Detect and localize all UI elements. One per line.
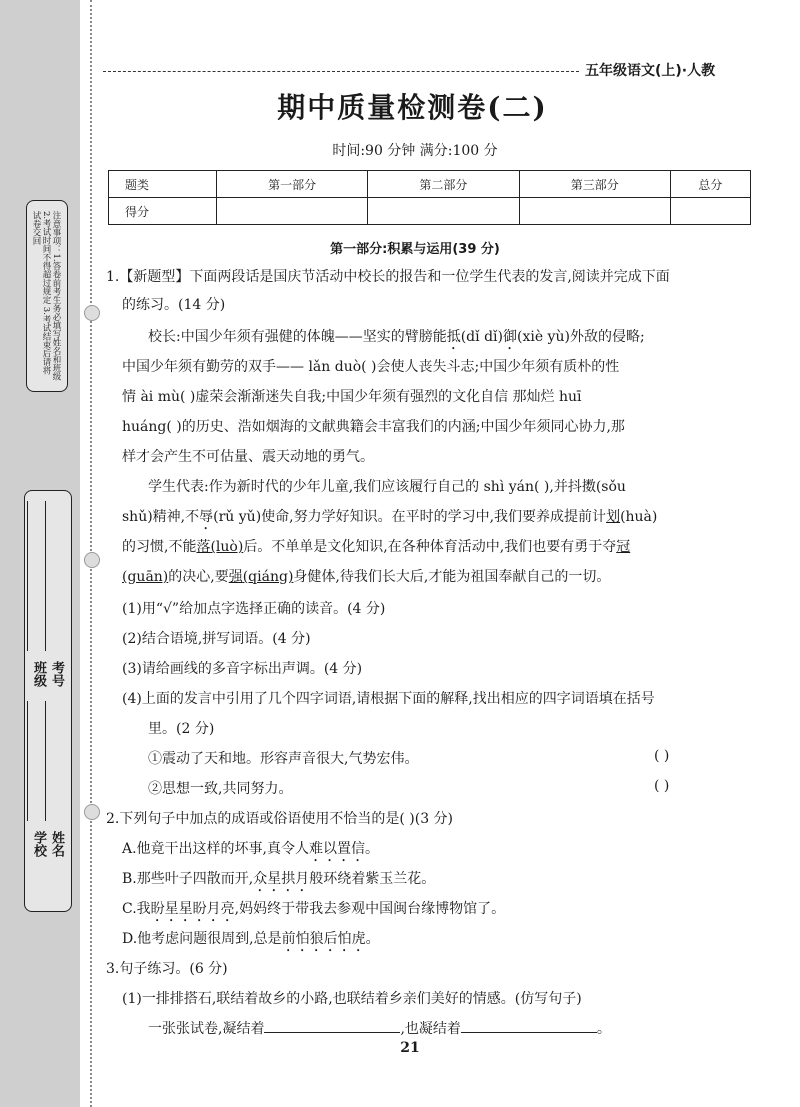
underlined-char: 落 [196,539,211,555]
exam-number-blank[interactable] [45,501,46,651]
header-rule [103,71,579,72]
pinyin-choice[interactable]: (dǐ dǐ) [460,329,503,345]
text-span: 校长:中国少年须有强健的体魄——坚实的臂膀能 [148,329,447,345]
notice-box [26,200,68,392]
underlined-char: 划 [606,509,621,525]
text-span: D.他考虑问题很周到,总是 [122,931,282,947]
text-span: 一张张试卷,凝结着 [148,1021,265,1037]
score-cell[interactable] [519,198,670,225]
time-info: 时间:90 分钟 满分:100 分 [332,143,498,159]
q3-sub1: (1)一排排搭石,联结着故乡的小路,也联结着乡亲们美好的情感。(仿写句子) [122,991,582,1007]
dotted-char: 辱 [199,509,214,525]
pinyin-choice[interactable]: (rǔ yǔ)使命,努力学好知识。在平时的学习中,我们要养成提前计 [213,509,607,525]
answer-paren[interactable]: ( ) [654,778,670,794]
text-span: 的决心,要 [168,569,229,585]
pinyin-tone-blank[interactable]: (qiáng) [242,569,294,585]
score-cell[interactable] [670,198,750,225]
score-row-label: 得分 [109,198,217,225]
q1-para-line: 样才会产生不可估量、震天动地的勇气。 [122,449,374,465]
dotted-idiom: 众星拱月 [253,871,310,887]
notice-text: 注意事项：1.答卷前考生务必填写姓名和班级 2.考试时间不得超过规定 3.考试结束后请将试卷交回 [31,211,61,381]
answer-paren[interactable]: ( ) [654,748,670,764]
answer-blank[interactable] [461,1020,597,1033]
q2-option-d[interactable] [122,928,380,955]
q1-para-line [148,326,645,353]
pinyin-tone-blank[interactable]: (luò) [210,539,244,555]
text-span: B.那些叶子四散而开, [122,871,254,887]
text-span: shǔ)精神,不 [122,509,200,525]
score-table [108,170,751,225]
q1-stem: 1.【新题型】下面两段话是国庆节活动中校长的报告和一位学生代表的发言,阅读并完成下面 [106,269,670,285]
q1-para-line: huáng( )的历史、浩如烟海的文献典籍会丰富我们的内涵;中国少年须同心协力,那 [122,419,625,435]
answer-blank[interactable] [264,1020,400,1033]
q2-option-b[interactable] [122,868,435,895]
q2-option-a[interactable] [122,838,379,865]
table-header: 第一部分 [217,171,368,198]
pinyin-tone-blank[interactable]: (huà) [620,509,658,525]
score-cell[interactable] [217,198,368,225]
binding-hole [84,305,100,321]
q1-sub4-item: ①震动了天和地。形容声音很大,气势宏伟。 [148,751,419,767]
q1-sub4: (4)上面的发言中引用了几个四字词语,请根据下面的解释,找出相应的四字词语填在括号 [122,691,655,707]
q2-option-c[interactable] [122,898,505,925]
score-cell[interactable] [368,198,519,225]
pinyin-tone-blank[interactable]: (guān) [122,569,169,585]
table-header: 第二部分 [368,171,519,198]
text-span: ,也凝结着 [400,1021,461,1037]
student-info-box [24,490,72,912]
q3-sub1-answer [148,1018,611,1038]
underlined-char: 强 [228,569,243,585]
text-span: 身健体,待我们长大后,才能为祖国奉献自己的一切。 [293,569,611,585]
table-header: 题类 [109,171,217,198]
text-span: 。 [365,931,380,947]
binding-hole [84,804,100,820]
q1-para-line [122,536,630,556]
q2-stem: 2.下列句子中加点的成语或俗语使用不恰当的是( )(3 分) [106,811,454,827]
class-blank[interactable] [27,501,28,651]
q1-sub1: (1)用“√”给加点字选择正确的读音。(4 分) [122,601,386,617]
table-header-row [109,171,751,198]
name-blank[interactable] [45,701,46,821]
pinyin-choice[interactable]: (xiè yù)外敌的侵略; [516,329,645,345]
text-span: 。 [365,841,380,857]
table-header: 总分 [670,171,750,198]
school-blank[interactable] [27,701,28,821]
q1-stem-cont: 的练习。(14 分) [122,297,226,313]
q1-para-line [122,506,657,533]
q1-para-line: 中国少年须有勤劳的双手—— lǎn duò( )会使人丧失斗志;中国少年须有质朴的性 [122,359,620,375]
name-label: 姓名 [49,831,64,857]
table-row [109,198,751,225]
q1-para-line: 学生代表:作为新时代的少年儿童,我们应该履行自己的 shì yán( ),并抖擞(sǒu [148,479,626,495]
q1-sub3: (3)请给画线的多音字标出声调。(4 分) [122,661,363,677]
dotted-idiom: 前怕狼后怕虎 [281,931,366,947]
grade-label: 五年级语文(上)·人教 [585,63,716,79]
q1-sub4-item: ②思想一致,共同努力。 [148,781,293,797]
q1-sub2: (2)结合语境,拼写词语。(4 分) [122,631,311,647]
text-span: A.他竟干出这样的坏事,真令人 [122,841,310,857]
page-number: 21 [400,1040,420,1056]
text-span: 后。不单单是文化知识,在各种体育活动中,我们也要有勇于夺 [243,539,617,555]
text-span: 般环绕着紫玉兰花。 [309,871,436,887]
dotted-idiom: 盼星星盼月亮 [150,901,235,917]
section-title: 第一部分:积累与运用(39 分) [330,242,500,257]
table-header: 第三部分 [519,171,670,198]
dotted-char: 御 [502,329,517,345]
dotted-idiom: 难以置信 [309,841,366,857]
school-label: 学校 [31,831,46,857]
underlined-char: 冠 [616,539,631,555]
text-span: ,妈妈终于带我去参观中国闽台缘博物馆了。 [234,901,506,917]
text-span: C.我 [122,901,151,917]
dotted-char: 抵 [446,329,461,345]
q1-para-line: 情 ài mù( )虚荣会渐渐迷失自我;中国少年须有强烈的文化自信 那灿烂 huī [122,389,582,405]
q3-stem: 3.句子练习。(6 分) [106,961,228,977]
q1-sub4-cont: 里。(2 分) [148,721,215,737]
class-label: 班级 [31,661,46,687]
q1-para-line [122,566,610,586]
exam-number-label: 考号 [49,661,64,687]
page-title: 期中质量检测卷(二) [277,91,548,124]
text-span: 的习惯,不能 [122,539,197,555]
text-span: 。 [596,1021,611,1037]
binding-hole [84,552,100,568]
